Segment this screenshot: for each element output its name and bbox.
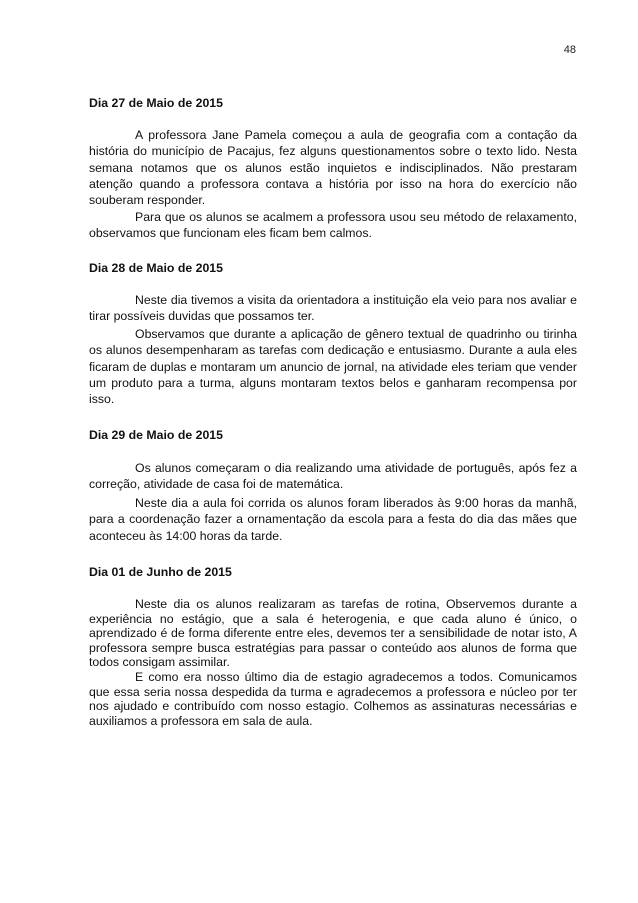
section-heading-27-maio: Dia 27 de Maio de 2015 [89,96,223,110]
paragraph: Neste dia os alunos realizaram as tarefas de rotina, Observemos durante a experiência no estágio, que a sala é heterogenia, e que cada aluno é único, o aprendizado é de forma diferente entre eles, devemos ter a sensibilidade de notar isto, A professora sempre busca estratégias para passar o conteúdo aos alunos de forma que todos consigam assimilar. [89,597,577,670]
section-heading-29-maio: Dia 29 de Maio de 2015 [89,428,223,442]
section-heading-01-junho: Dia 01 de Junho de 2015 [89,565,232,579]
section-heading-28-maio: Dia 28 de Maio de 2015 [89,261,223,275]
paragraph: Observamos que durante a aplicação de gênero textual de quadrinho ou tirinha os alunos desempenharam as tarefas com dedicação e entusiasmo. Durante a aula eles ficaram de duplas e montaram um anuncio de jornal, na atividade eles teriam que vender um produto para a turma, alguns montaram textos belos e ganharam recompensa por isso. [89,327,577,407]
paragraph: E como era nosso último dia de estagio agradecemos a todos. Comunicamos que essa seria nossa despedida da turma e agradecemos a professora e núcleo por ter nos ajudado e contribuído com nosso estagio. Colhemos as assinaturas necessárias e auxiliamos a professora em sala de aula. [89,670,577,728]
paragraph: Os alunos começaram o dia realizando uma atividade de português, após fez a correção, atividade de casa foi de matemática. [89,461,577,492]
paragraph: Neste dia tivemos a visita da orientadora a instituição ela veio para nos avaliar e tirar possíveis duvidas que possamos ter. [89,293,577,324]
paragraph: Para que os alunos se acalmem a professora usou seu método de relaxamento, observamos que funcionam eles ficam bem calmos. [89,210,577,241]
paragraph: A professora Jane Pamela começou a aula de geografia com a contação da história do município de Pacajus, fez alguns questionamentos sobre o texto lido. Nesta semana notamos que os alunos estão inquietos e indisciplinados. Não prestaram atenção quando a professora contava a história por isso na hora do exercício não souberam responder. [89,128,577,208]
paragraph: Neste dia a aula foi corrida os alunos foram liberados às 9:00 horas da manhã, para a coordenação fazer a ornamentação da escola para a festa do dia das mães que aconteceu às 14:00 horas da tarde. [89,496,577,543]
page-number: 48 [563,44,576,56]
